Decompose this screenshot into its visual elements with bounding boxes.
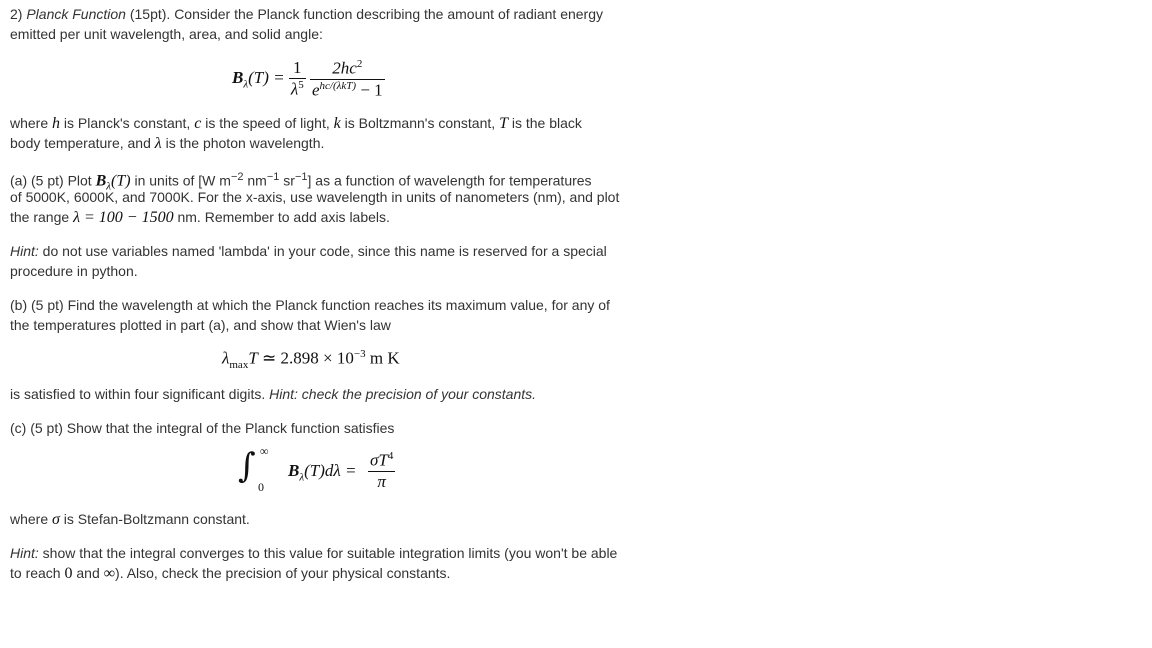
integral-body: [288, 461, 356, 483]
eq1-frac2-den-base: e: [311, 80, 320, 100]
eq2-lambda-sub: max: [229, 359, 249, 372]
hint2-zero: 0: [64, 565, 73, 582]
where-line2: [10, 133, 324, 154]
hint1-line1: [10, 241, 607, 261]
hint2-text-c: ). Also, check the precision of your physical constants.: [115, 565, 451, 581]
integral-body-rest: (T)dλ =: [304, 461, 357, 480]
hint2-text-a: to reach: [10, 565, 65, 581]
part-a-range-math: λ = 100 − 1500: [73, 209, 174, 226]
wien-law-equation: [222, 348, 400, 371]
problem-number: 2): [10, 6, 23, 22]
stefan-integral-equation: [238, 444, 418, 498]
part-a-sup2: −1: [266, 171, 280, 183]
integral-B: B: [288, 461, 300, 480]
where2-text-b: is Stefan-Boltzmann constant.: [59, 511, 250, 527]
hint1-label: Hint:: [10, 243, 39, 259]
eq1-lhs-sub: λ: [243, 78, 249, 91]
part-a-B-sub: λ: [106, 180, 112, 193]
part-a-B: B: [95, 172, 107, 190]
where1-text-b: is Planck's constant,: [60, 115, 195, 131]
part-b-line1: (b) (5 pt) Find the wavelength at which the Planck function reaches its maximum value, for any of: [10, 297, 610, 313]
eq1-fraction-2: [310, 58, 385, 100]
eq1-frac2-num: 2hc: [332, 58, 357, 78]
part-a-sup3: −1: [294, 171, 308, 183]
problem-intro-line2: emitted per unit wavelength, area, and solid angle:: [10, 26, 323, 42]
satisfied-text: is satisfied to within four significant digits.: [10, 386, 270, 402]
part-a-text-b: in units of [W m: [130, 172, 231, 189]
problem-intro-text: (15pt). Consider the Planck function describing the amount of radiant energy: [129, 6, 604, 22]
eq1-lhs-arg: (T) =: [248, 68, 285, 88]
where1-text-c: is the speed of light,: [201, 115, 334, 131]
hint2-line1: [10, 543, 617, 563]
part-a-text-f: the range: [10, 209, 74, 225]
eq1-frac2-den-tail: − 1: [360, 80, 383, 100]
eq2-T: T: [248, 348, 258, 368]
part-a-text-d: sr: [279, 172, 295, 189]
eq1-fraction-1: [289, 58, 306, 100]
eq2-rhs: ≃ 2.898 × 10: [257, 348, 354, 368]
hint2-line2: [10, 563, 450, 584]
planck-equation: [232, 58, 385, 100]
eq1-frac2-den-sup: hc/(λkT): [319, 79, 357, 92]
integral-rhs-num: σT: [370, 450, 388, 470]
part-a-text-g: nm. Remember to add axis labels.: [173, 209, 390, 225]
integral-upper-limit: ∞: [260, 444, 269, 458]
where-line1: [10, 113, 582, 134]
where1-text-g: is the photon wavelength.: [161, 135, 325, 151]
hint2-text: show that the integral converges to this value for suitable integration limits (you won't be able: [38, 545, 618, 561]
eq1-lhs: B: [232, 68, 244, 88]
var-h: h: [52, 115, 61, 132]
satisfied-line: [10, 384, 536, 404]
var-sigma: σ: [52, 511, 60, 528]
hint2-label: Hint:: [10, 545, 39, 561]
part-a-sup1: −2: [230, 171, 244, 183]
var-k: k: [333, 115, 341, 132]
hint1-line2: procedure in python.: [10, 263, 138, 279]
eq1-frac1-den-sup: 5: [298, 79, 304, 92]
satisfied-hint: Hint: check the precision of your constants.: [269, 386, 537, 402]
integral-rhs-num-sup: 4: [387, 450, 394, 462]
integral-lower-limit: 0: [258, 480, 264, 494]
eq2-exponent: −3: [353, 348, 366, 360]
integral-sign: ∫: [238, 446, 256, 486]
problem-intro-line1: [10, 4, 603, 24]
hint2-text-b: and: [72, 565, 104, 581]
where1-text-d: is Boltzmann's constant,: [340, 115, 500, 131]
integral-rhs-fraction: [368, 450, 395, 492]
part-a-text-a: (a) (5 pt) Plot: [10, 172, 96, 189]
problem-title: Planck Function: [26, 6, 126, 22]
where1-text-e: is the black: [507, 115, 582, 131]
hint2-infinity: ∞: [103, 565, 116, 582]
part-a-line3: [10, 207, 390, 228]
hint1-text: do not use variables named 'lambda' in your code, since this name is reserved for a special: [38, 243, 607, 259]
var-lambda: λ: [154, 135, 162, 152]
where1-text-f: body temperature, and: [10, 135, 155, 151]
eq2-lambda: λ: [222, 348, 230, 368]
eq1-frac2-num-sup: 2: [356, 58, 363, 70]
part-a-text-e: ] as a function of wavelength for temperatures: [307, 172, 592, 189]
part-b-line2: the temperatures plotted in part (a), and show that Wien's law: [10, 317, 391, 333]
part-a-text-c: nm: [243, 172, 267, 189]
part-c-line1: (c) (5 pt) Show that the integral of the Planck function satisfies: [10, 420, 395, 436]
eq1-frac1-den: λ: [290, 79, 299, 99]
part-a-B-arg: (T): [111, 172, 131, 190]
var-c: c: [194, 115, 202, 132]
where1-text-a: where: [10, 115, 53, 131]
var-T: T: [499, 115, 508, 132]
eq2-units: m K: [365, 348, 400, 368]
where-sigma-line: [10, 509, 250, 530]
part-a-line2: of 5000K, 6000K, and 7000K. For the x-axis, use wavelength in units of nanometers (nm), and plot: [10, 189, 620, 205]
eq1-frac1-num: 1: [293, 58, 302, 78]
integral-rhs-den: π: [368, 471, 395, 492]
integral-B-sub: λ: [299, 471, 305, 484]
where2-text-a: where: [10, 511, 53, 527]
